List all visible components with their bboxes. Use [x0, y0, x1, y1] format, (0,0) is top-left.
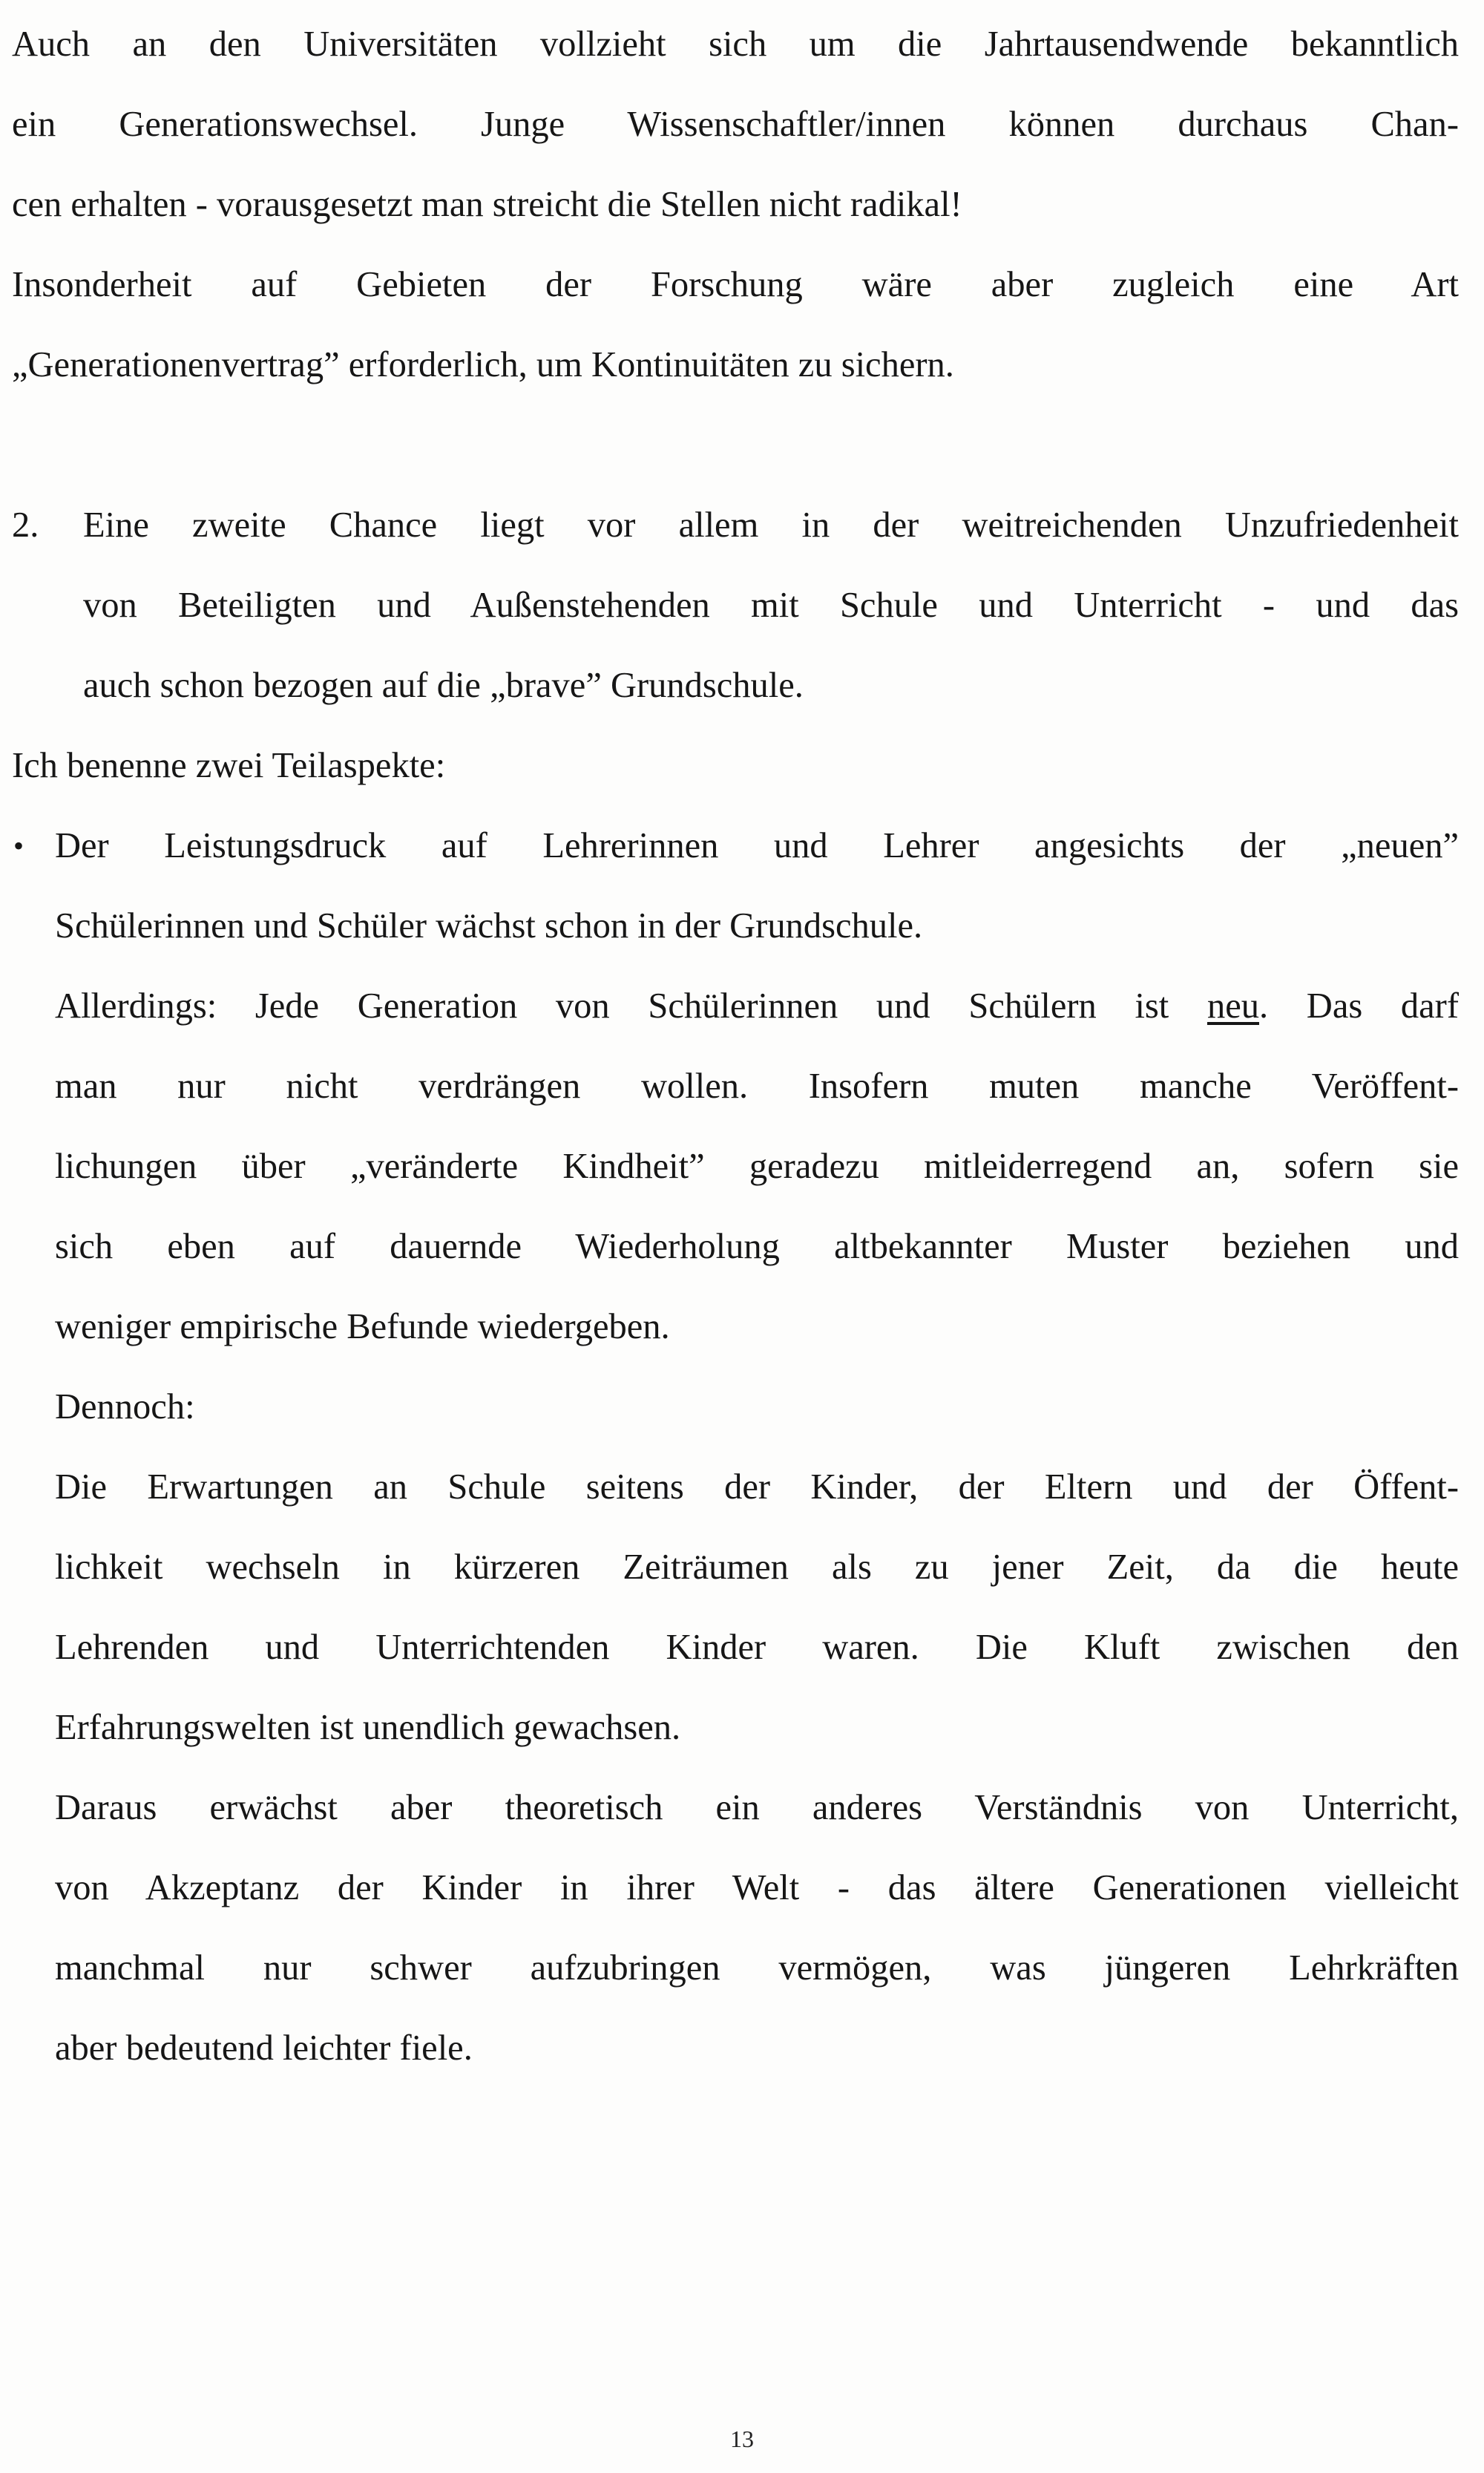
text-line: „Generationenvertrag” erforderlich, um Kontinuitäten zu sichern. — [12, 345, 954, 384]
text-line: Lehrenden und Unterrichtenden Kinder waren. Die Kluft zwischen den — [55, 1628, 1459, 1667]
text-line: Eine zweite Chance liegt vor allem in der weitreichenden Unzufriedenheit — [83, 505, 1459, 545]
text-line: Insonderheit auf Gebieten der Forschung wäre aber zugleich eine Art — [12, 265, 1459, 304]
text-line: Die Erwartungen an Schule seitens der Kinder, der Eltern und der Öffent- — [55, 1467, 1459, 1507]
item-number: 2. — [12, 505, 39, 545]
text-line: Daraus erwächst aber theoretisch ein anderes Verständnis von Unterricht, — [55, 1788, 1459, 1827]
text-line: ein Generationswechsel. Junge Wissenschaftler/innen können durchaus Chan- — [12, 105, 1459, 144]
text-line: lichungen über „veränderte Kindheit” geradezu mitleiderregend an, sofern sie — [55, 1147, 1459, 1186]
text-line: lichkeit wechseln in kürzeren Zeiträumen als zu jener Zeit, da die heute — [55, 1547, 1459, 1587]
text-line: sich eben auf dauernde Wiederholung altbekannter Muster beziehen und — [55, 1227, 1459, 1266]
text-line: Erfahrungswelten ist unendlich gewachsen. — [55, 1708, 681, 1747]
text-line: Der Leistungsdruck auf Lehrerinnen und Lehrer angesichts der „neuen” — [55, 826, 1459, 865]
text-line: weniger empirische Befunde wiedergeben. — [55, 1307, 670, 1346]
text-line: manchmal nur schwer aufzubringen vermögen, was jüngeren Lehrkräften — [55, 1948, 1459, 1988]
bullet-item-1 — [12, 806, 1459, 2089]
intro-line: Ich benenne zwei Teilaspekte: — [12, 746, 446, 785]
dennoch-line: Dennoch: — [55, 1387, 195, 1427]
page-body — [12, 4, 1459, 2089]
text-line: von Beteiligten und Außenstehenden mit Schule und Unterricht - und das — [83, 586, 1459, 625]
text-line: aber bedeutend leichter fiele. — [55, 2028, 473, 2068]
allerdings-line — [55, 966, 1459, 1046]
page-number: 13 — [730, 2425, 754, 2452]
text-line: Schülerinnen und Schüler wächst schon in der Grundschule. — [55, 906, 923, 946]
bullet-icon: • — [13, 829, 24, 862]
allerdings-text-end: . Das darf — [1258, 986, 1459, 1026]
allerdings-text: Allerdings: Jede Generation von Schülerinnen und Schülern ist — [55, 986, 1207, 1026]
numbered-item-2 — [12, 485, 1459, 726]
underlined-word: neu — [1206, 986, 1259, 1026]
text-line: Auch an den Universitäten vollzieht sich um die Jahrtausendwende bekanntlich — [12, 24, 1459, 64]
paragraph-gap — [12, 405, 1459, 485]
text-line: von Akzeptanz der Kinder in ihrer Welt - das ältere Generationen vielleicht — [55, 1868, 1459, 1907]
text-line: man nur nicht verdrängen wollen. Insofern muten manche Veröffent- — [55, 1067, 1459, 1106]
text-line: cen erhalten - vorausgesetzt man streicht die Stellen nicht radikal! — [12, 185, 962, 224]
text-line: auch schon bezogen auf die „brave” Grundschule. — [83, 666, 804, 705]
paragraph-universities — [12, 4, 1459, 405]
